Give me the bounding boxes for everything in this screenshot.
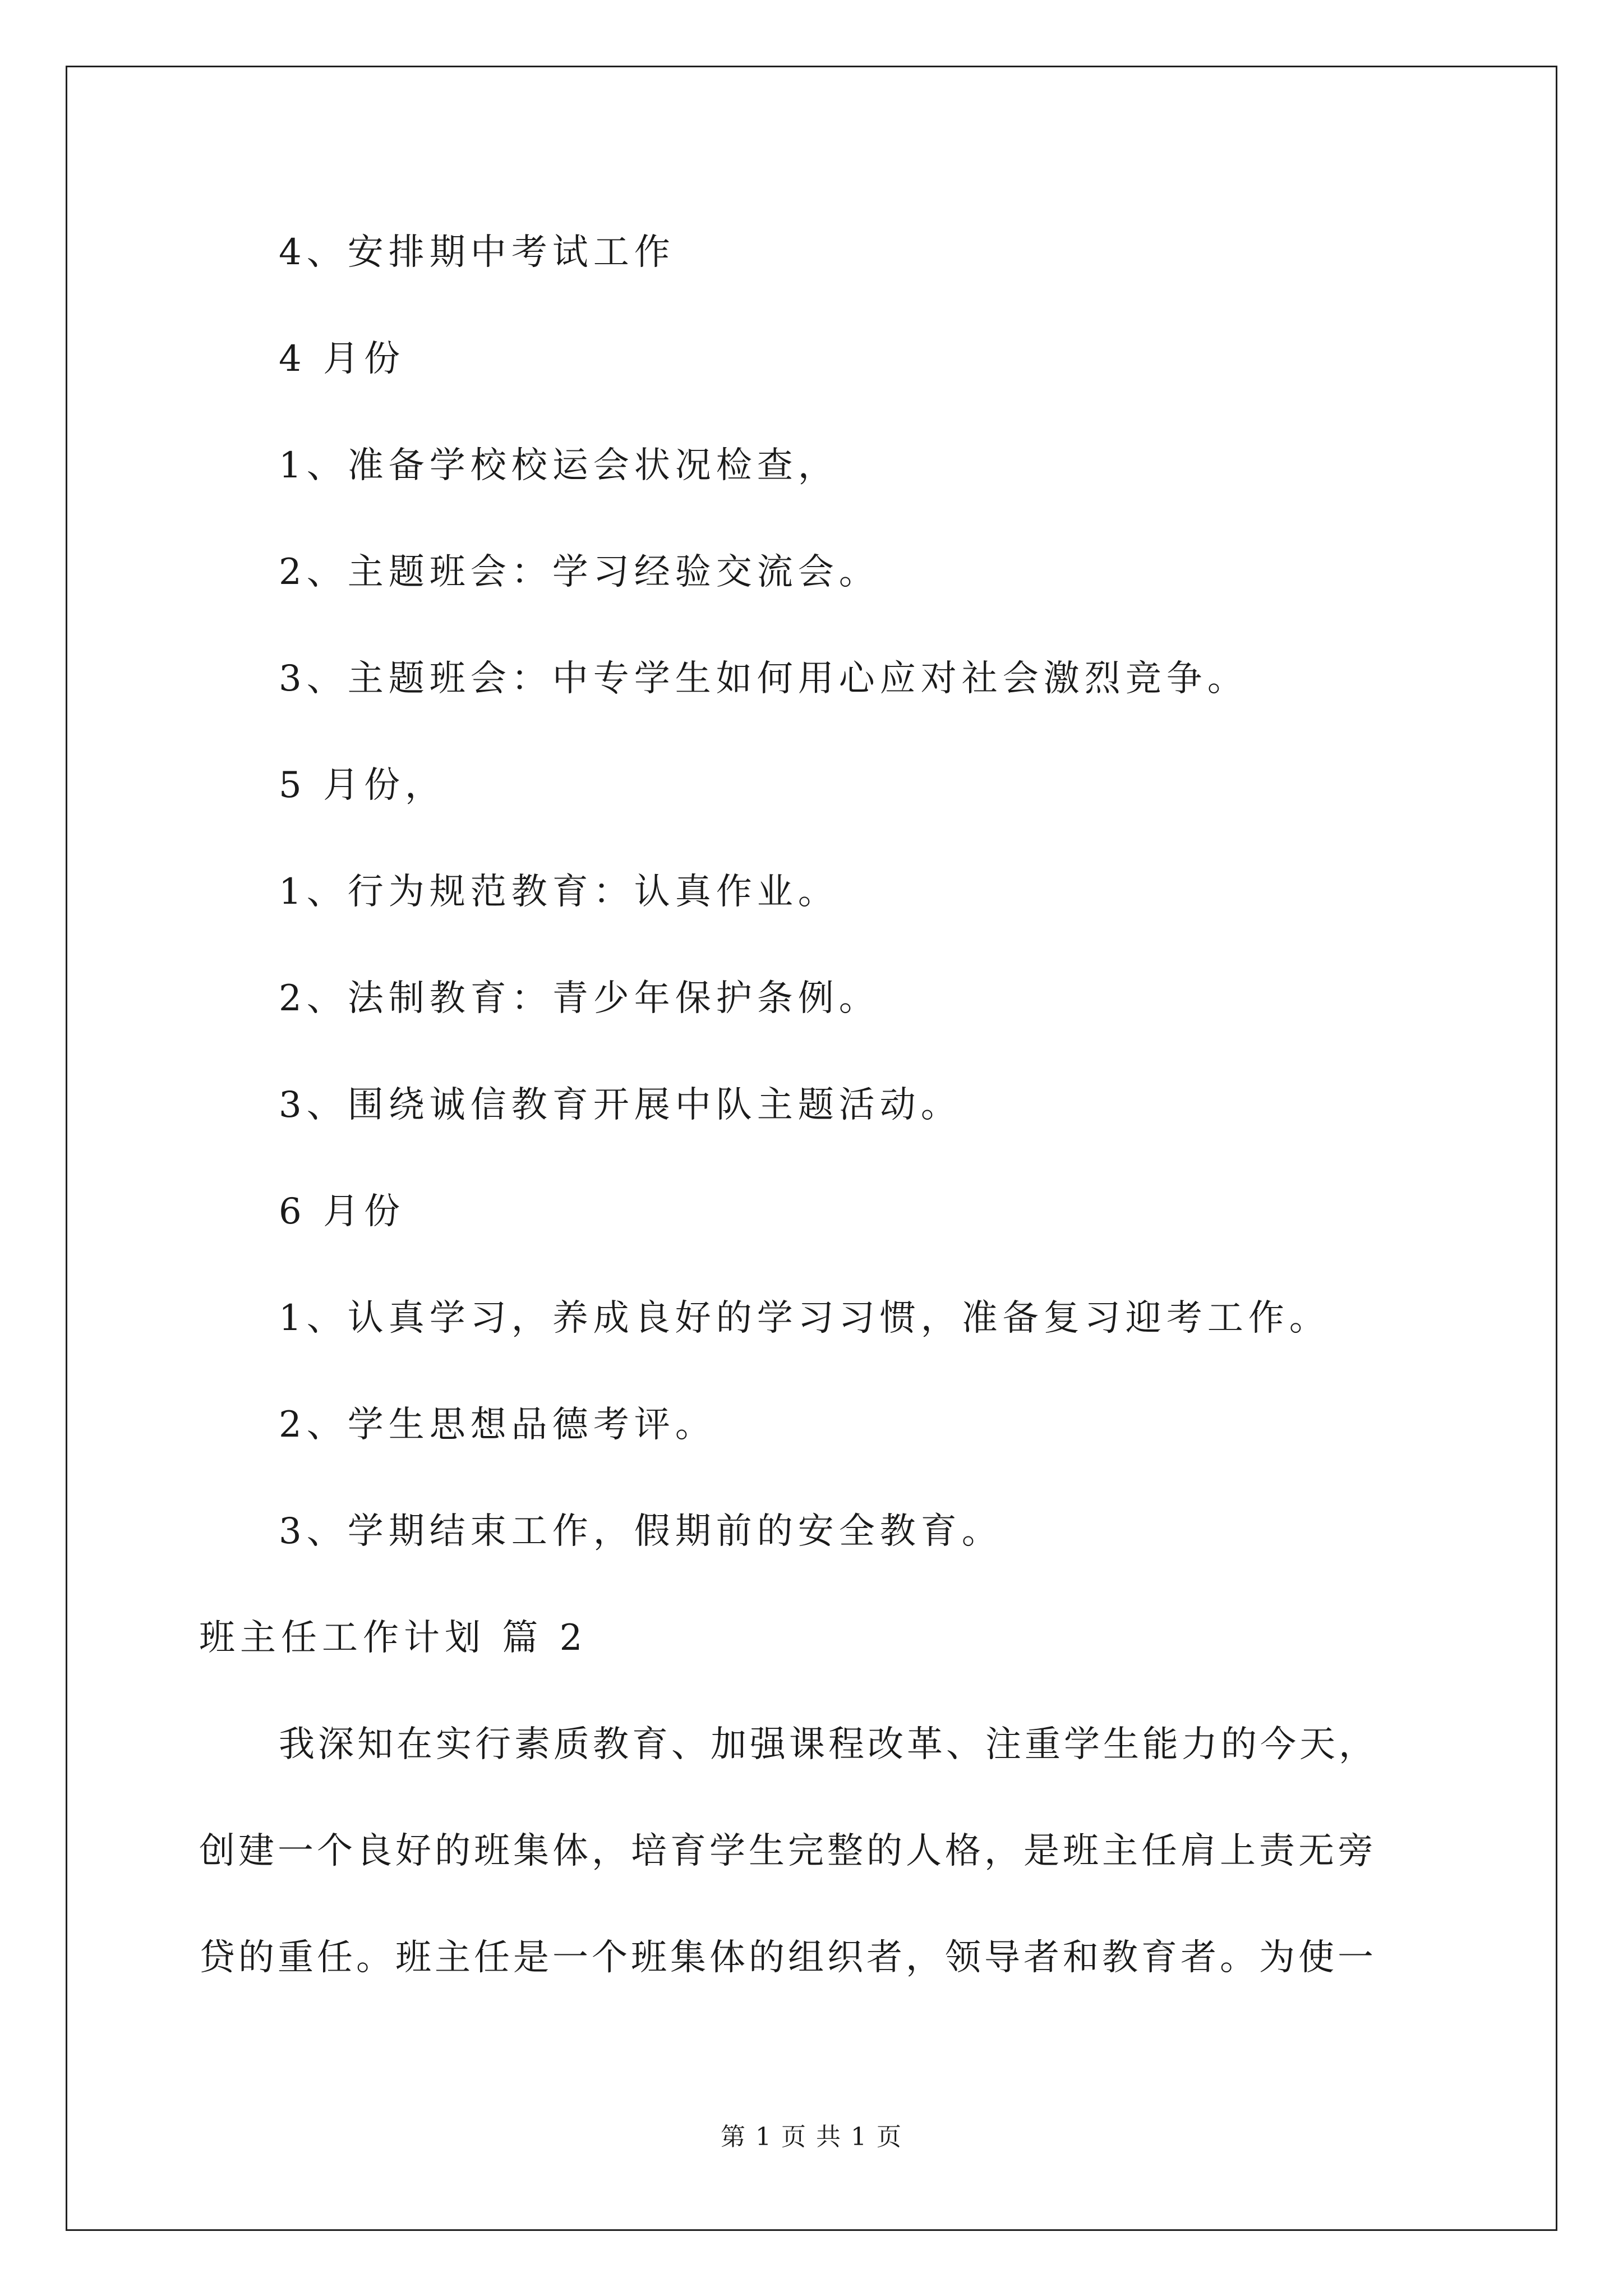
month-heading: 4 月份	[279, 338, 405, 380]
month-heading: 6 月份	[279, 1191, 405, 1232]
list-item: 1、准备学校校运会状况检查，	[279, 445, 839, 486]
page-footer: 第 1 页 共 1 页	[721, 2123, 902, 2151]
list-item: 3、围绕诚信教育开展中队主题活动。	[279, 1084, 962, 1126]
list-item: 1、认真学习，养成良好的学习习惯，准备复习迎考工作。	[279, 1297, 1330, 1339]
section-heading: 班主任工作计划 篇 2	[199, 1617, 588, 1659]
page-frame	[66, 66, 1557, 2231]
list-item: 3、主题班会：中专学生如何用心应对社会激烈竞争。	[279, 658, 1248, 700]
paragraph-line: 创建一个良好的班集体，培育学生完整的人格，是班主任肩上责无旁	[199, 1830, 1377, 1872]
list-item: 2、学生思想品德考评。	[279, 1404, 716, 1446]
month-heading: 5 月份，	[279, 765, 446, 806]
list-item: 2、法制教育：青少年保护条例。	[279, 978, 880, 1019]
paragraph-line: 我深知在实行素质教育、加强课程改革、注重学生能力的今天，	[279, 1724, 1378, 1765]
list-item: 1、行为规范教育：认真作业。	[279, 871, 839, 913]
list-item: 2、主题班会：学习经验交流会。	[279, 551, 880, 593]
paragraph-line: 贷的重任。班主任是一个班集体的组织者，领导者和教育者。为使一	[199, 1937, 1377, 1978]
list-item: 4、安排期中考试工作	[279, 232, 675, 273]
list-item: 3、学期结束工作，假期前的安全教育。	[279, 1511, 1003, 1552]
